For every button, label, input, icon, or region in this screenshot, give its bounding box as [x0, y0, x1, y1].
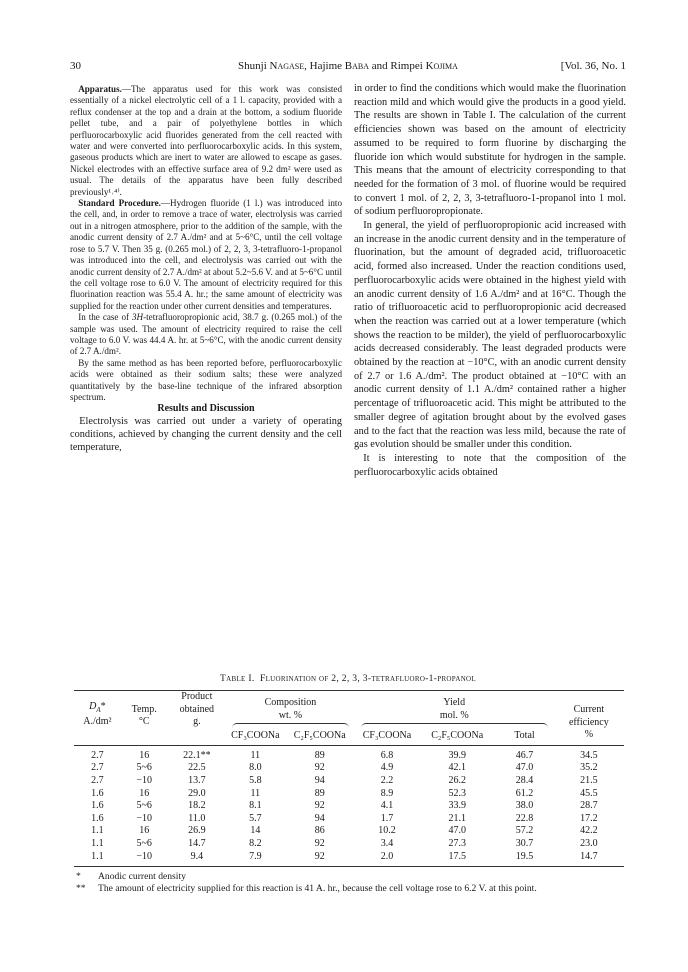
cell-comp-cf3: 8.0 [249, 762, 262, 774]
cell-comp-cf3: 11 [250, 787, 261, 799]
cell-yield-cf3: 10.2 [378, 825, 396, 837]
header-da-star: * [100, 700, 106, 712]
subheader-cf3coona: CF₃COONa [231, 730, 280, 742]
author-surname-1: Nagase [269, 60, 305, 72]
cell-product: 26.9 [188, 825, 206, 837]
cell-temperature: 5~6 [136, 762, 152, 774]
table-row [74, 800, 624, 813]
cell-yield-cf3: 4.1 [380, 800, 394, 812]
cell-product: 9.4 [168, 851, 227, 867]
cell-current-efficiency: 42.2 [580, 825, 598, 837]
cell-yield-total: 57.2 [515, 825, 534, 837]
apparatus-label: Apparatus. [78, 84, 122, 94]
cell-yield-total: 38.0 [515, 800, 534, 812]
cell-yield-cf3: 2.0 [355, 851, 419, 867]
cell-product: 22.5 [188, 762, 206, 774]
cell-current-density: 1.6 [91, 812, 104, 824]
cell-yield-total: 61.2 [515, 787, 534, 799]
header-da-sub: A [96, 705, 101, 714]
right-column [354, 82, 626, 479]
right-paragraph-1: in order to find the conditions which would make the fluorination reaction mild and which would give the products in a good yield. The results are shown in Table I. The calculation of the current efficiencies shown was based on the amount of electricity assumed to be required to form fluorine by discharging the fluoride ion which would substitute for hydrogen in the sample. This means that the amount of electricity corresponding to that needed for the formation of 3 mol. of fluorine would be required to convert 1 mol. of 2, 2, 3, 3-tetrafluoro-1-propanol into 1 mol. of sodium perfluoropropionate. [354, 83, 626, 218]
cell-yield-cf3: 6.8 [380, 749, 394, 761]
results-paragraph: Electrolysis was carried out under a variety of operating conditions, achieved by changing the current density and the cell temperature, [70, 415, 342, 454]
footnote-mark: ** [76, 883, 86, 894]
header-composition-l1: Composition [264, 696, 317, 708]
cell-yield-total: 28.4 [515, 774, 534, 786]
table-row [74, 825, 624, 838]
cell-yield-cf3: 3.4 [380, 837, 394, 849]
cell-yield-c2f5: 47.0 [448, 825, 466, 837]
cell-product: 14.7 [188, 837, 206, 849]
cell-current-density: 1.6 [91, 787, 104, 799]
cell-comp-cf3: 8.1 [249, 800, 262, 812]
author-first-name-1: Shunji [238, 60, 270, 72]
header-temp-label: Temp. [131, 703, 157, 715]
cell-yield-c2f5: 33.9 [448, 800, 466, 812]
table-footnotes [76, 871, 622, 895]
cell-comp-c2f5: 89 [314, 787, 325, 799]
cell-current-density: 1.6 [91, 800, 104, 812]
header-current-l1: Current [573, 704, 605, 715]
apparatus-paragraph [70, 84, 342, 198]
yield-brace [361, 723, 548, 728]
cell-comp-cf3: 14 [250, 825, 261, 837]
footnote-mark: * [76, 871, 81, 882]
cell-current-efficiency: 35.2 [580, 762, 598, 774]
procedure-paragraph [70, 198, 342, 312]
cell-current-density: 1.1 [91, 837, 104, 849]
table-caption-label: Table I. [220, 673, 255, 684]
header-product-l3: g. [193, 716, 201, 728]
volume-info: [Vol. 36, No. 1 [560, 60, 626, 72]
cell-yield-c2f5: 39.9 [448, 749, 466, 761]
header-current-l3: % [584, 729, 594, 741]
procedure-text: —Hydrogen fluoride (1 l.) was introduced into the cell, and, in order to remove a trace of water, electrolysis was carried out in a nitrogen atmosphere, prior to the addition of the sample, with the anodic current density of 2.7 A./dm² and at 5~6°C, until the cell voltage rose to 5.7 V. Then 35 g. (0.265 mol.) of 2, 2, 3, 3-tetrafluoro-1-propanol was introduced into the cell, and electrolysis was carried out with the anodic current density of 2.7 A./dm² at about 5.2~5.6 V. and at 5~6°C until the cell voltage rose to 6.0 V. The amount of electricity required for this fluorination reaction was 55.4 A. hr.; the same amount of electricity was supplied for the reaction under other current densities and temperatures. [70, 198, 342, 311]
cell-yield-c2f5: 21.1 [448, 812, 466, 824]
cell-comp-cf3: 8.2 [249, 837, 262, 849]
cell-comp-cf3: 11 [250, 749, 261, 761]
subheader-yield-cf3coona: CF₃COONa [362, 730, 412, 742]
cell-yield-cf3: 1.7 [380, 812, 394, 824]
cell-yield-total: 19.5 [495, 851, 554, 867]
left-column [70, 84, 342, 455]
table-row [74, 745, 624, 762]
header-product-l2: obtained [179, 703, 215, 715]
cell-temperature: −10 [121, 851, 168, 867]
header-composition [226, 691, 355, 730]
cell-current-efficiency: 14.7 [554, 851, 624, 867]
cell-yield-c2f5: 42.1 [448, 762, 466, 774]
cell-yield-c2f5: 27.3 [448, 837, 466, 849]
cell-comp-c2f5: 86 [314, 825, 325, 837]
table-row [74, 762, 624, 775]
header-temperature [121, 691, 168, 743]
cell-product: 22.1** [183, 749, 211, 761]
para3-prefix: In the case of [78, 312, 132, 323]
cell-current-density: 2.7 [91, 774, 104, 786]
cell-yield-c2f5: 26.2 [448, 774, 466, 786]
apparatus-text: —The apparatus used for this work was consisted essentially of a nickel electrolytic cell of a 1 l. capacity, provided with a reflux condenser at the top and a drain at the bottom, a sodium fluoride pellet tube, and a pair of polyethylene bottles in which perfluorocarboxylic acid fluorides generated from the cell reacted with water and were converted into perfluorocarboxylic acids. In this system, gaseous products which are inert to water are allowed to escape as gases. Nickel electrodes with an effective surface area of 9.2 dm² were used as usual. The details of the apparatus have been fully described previously¹˒⁴⁾. [70, 84, 342, 197]
right-paragraph-2: In general, the yield of perfluoropropionic acid increased with an increase in the anodic current density and in the temperature of fluorination, but the amount of degraded acid, trifluoroacetic acid, formed also increased. Under the reaction conditions used, perfluorocarboxylic acids were obtained in the highest yield with an anodic current density of 1.6 A./dm² and at 16°C. Though the ratio of trifluoroacetic acid to perfluoropropionic acid decreased when the reaction was carried out at a lower temperature (which shows the reaction to be milder), the yield of perfluorocarboxylic acids decreased considerably. The least degraded products were obtained by the reaction at −10°C, with an anodic current density of 2.7 or 1.6 A./dm². The product obtained at −10°C with an anodic current density of 1.1 A./dm² contained rather a higher percentage of trifluoroacetic acid. This might be attributed to the smaller degree of agitation brought about by the evolved gases and to the fact that the reaction was less mild, because the rate of gas evolution should be smaller under this condition. [354, 220, 626, 451]
cell-comp-c2f5: 92 [314, 837, 325, 849]
composition-brace [232, 723, 349, 728]
procedure-label: Standard Procedure. [78, 198, 161, 209]
cell-yield-total: 47.0 [515, 762, 534, 774]
table-row [74, 838, 624, 851]
header-product [168, 691, 227, 743]
right-paragraph-3: It is interesting to note that the composition of the perfluorocarboxylic acids obtained [354, 452, 626, 478]
cell-yield-c2f5: 17.5 [419, 851, 495, 867]
header-current-l2: efficiency [568, 716, 609, 728]
cell-current-density: 1.1 [74, 851, 121, 867]
header-yield-l1: Yield [443, 696, 466, 708]
cell-comp-c2f5: 94 [314, 812, 325, 824]
cell-temperature: −10 [136, 812, 153, 824]
cell-current-density: 2.7 [91, 749, 104, 761]
header-temp-unit: °C [138, 716, 150, 728]
subheader-c2f5coona: C₂F₅COONa [293, 730, 346, 742]
cell-temperature: 5~6 [136, 800, 152, 812]
method-paragraph: By the same method as has been reported before, perfluorocarboxylic acids were obtained as their sodium salts; these were analyzed quantitatively by the base-line technique of the infrared absorption spectrum. [70, 357, 342, 402]
cell-comp-c2f5: 92 [314, 800, 325, 812]
cell-temperature: 5~6 [136, 837, 152, 849]
header-yield-l2: mol. % [439, 709, 469, 721]
cell-current-density: 1.1 [91, 825, 104, 837]
tetrafluoropropionic-paragraph [70, 312, 342, 358]
author-surname-2: Baba [344, 60, 370, 72]
cell-yield-cf3: 4.9 [380, 762, 394, 774]
cell-product: 18.2 [188, 800, 206, 812]
section-heading: Results and Discussion [157, 403, 255, 415]
table-row [74, 775, 624, 788]
cell-temperature: 16 [139, 787, 150, 799]
cell-comp-c2f5: 92 [314, 762, 325, 774]
footnote-text: Anodic current density [98, 871, 186, 882]
table-row [74, 851, 624, 867]
cell-yield-cf3: 8.9 [380, 787, 394, 799]
page-number: 30 [70, 60, 81, 72]
cell-comp-cf3: 7.9 [226, 851, 285, 867]
cell-current-efficiency: 23.0 [580, 837, 598, 849]
header-current-density [74, 691, 121, 743]
para3-text: -tetrafluoropropionic acid, 38.7 g. (0.265 mol.) of the sample was used. The amount of electricity required to raise the cell voltage to 6.0 V. was 44.4 A. hr. at 5~6°C, with the anodic current density of 2.7 A./dm². [70, 312, 342, 357]
header-product-l1: Product [181, 691, 213, 702]
header-da-unit: A./dm² [83, 716, 112, 728]
cell-comp-cf3: 5.7 [249, 812, 262, 824]
author-surname-3: Kojima [425, 60, 458, 72]
footnote-text: The amount of electricity supplied for this reaction is 41 A. hr., because the cell voltage rose to 6.2 V. at this point. [98, 883, 537, 894]
cell-product: 11.0 [188, 812, 206, 824]
table-body [74, 745, 624, 866]
header-current-efficiency [554, 691, 624, 743]
running-authors [70, 60, 626, 72]
subheader-yield-c2f5coona: C₂F₅COONa [431, 730, 484, 742]
para3-italic: 3H [132, 312, 144, 323]
author-separator-2: and Rimpei [369, 60, 426, 72]
subheader-total: Total [514, 730, 535, 742]
cell-yield-cf3: 2.2 [380, 774, 394, 786]
table-caption [70, 673, 626, 684]
fluorination-table [74, 690, 624, 867]
cell-current-density: 2.7 [91, 762, 104, 774]
header-yield [355, 691, 554, 730]
cell-product: 13.7 [188, 774, 206, 786]
cell-product: 29.0 [188, 787, 206, 799]
cell-current-efficiency: 45.5 [580, 787, 598, 799]
cell-comp-c2f5: 94 [314, 774, 325, 786]
cell-yield-c2f5: 52.3 [448, 787, 466, 799]
cell-temperature: 16 [139, 749, 150, 761]
table-header-row [74, 691, 624, 730]
cell-temperature: −10 [136, 774, 153, 786]
header-da-symbol: D [89, 700, 97, 712]
table-row [74, 788, 624, 801]
cell-yield-total: 30.7 [515, 837, 534, 849]
cell-temperature: 16 [139, 825, 150, 837]
cell-yield-total: 46.7 [515, 749, 534, 761]
header-composition-l2: wt. % [278, 709, 303, 721]
footnote [76, 883, 622, 895]
author-separator-1: , Hajime [304, 60, 345, 72]
table-row [74, 813, 624, 826]
cell-yield-total: 22.8 [515, 812, 534, 824]
cell-current-efficiency: 17.2 [580, 812, 598, 824]
cell-comp-c2f5: 89 [314, 749, 325, 761]
table-caption-text: Fluorination of 2, 2, 3, 3-tetrafluoro-1-propanol [259, 673, 476, 684]
cell-current-efficiency: 21.5 [580, 774, 598, 786]
cell-current-efficiency: 34.5 [580, 749, 598, 761]
cell-current-efficiency: 28.7 [580, 800, 598, 812]
cell-comp-cf3: 5.8 [249, 774, 262, 786]
cell-comp-c2f5: 92 [285, 851, 355, 867]
footnote [76, 871, 622, 883]
